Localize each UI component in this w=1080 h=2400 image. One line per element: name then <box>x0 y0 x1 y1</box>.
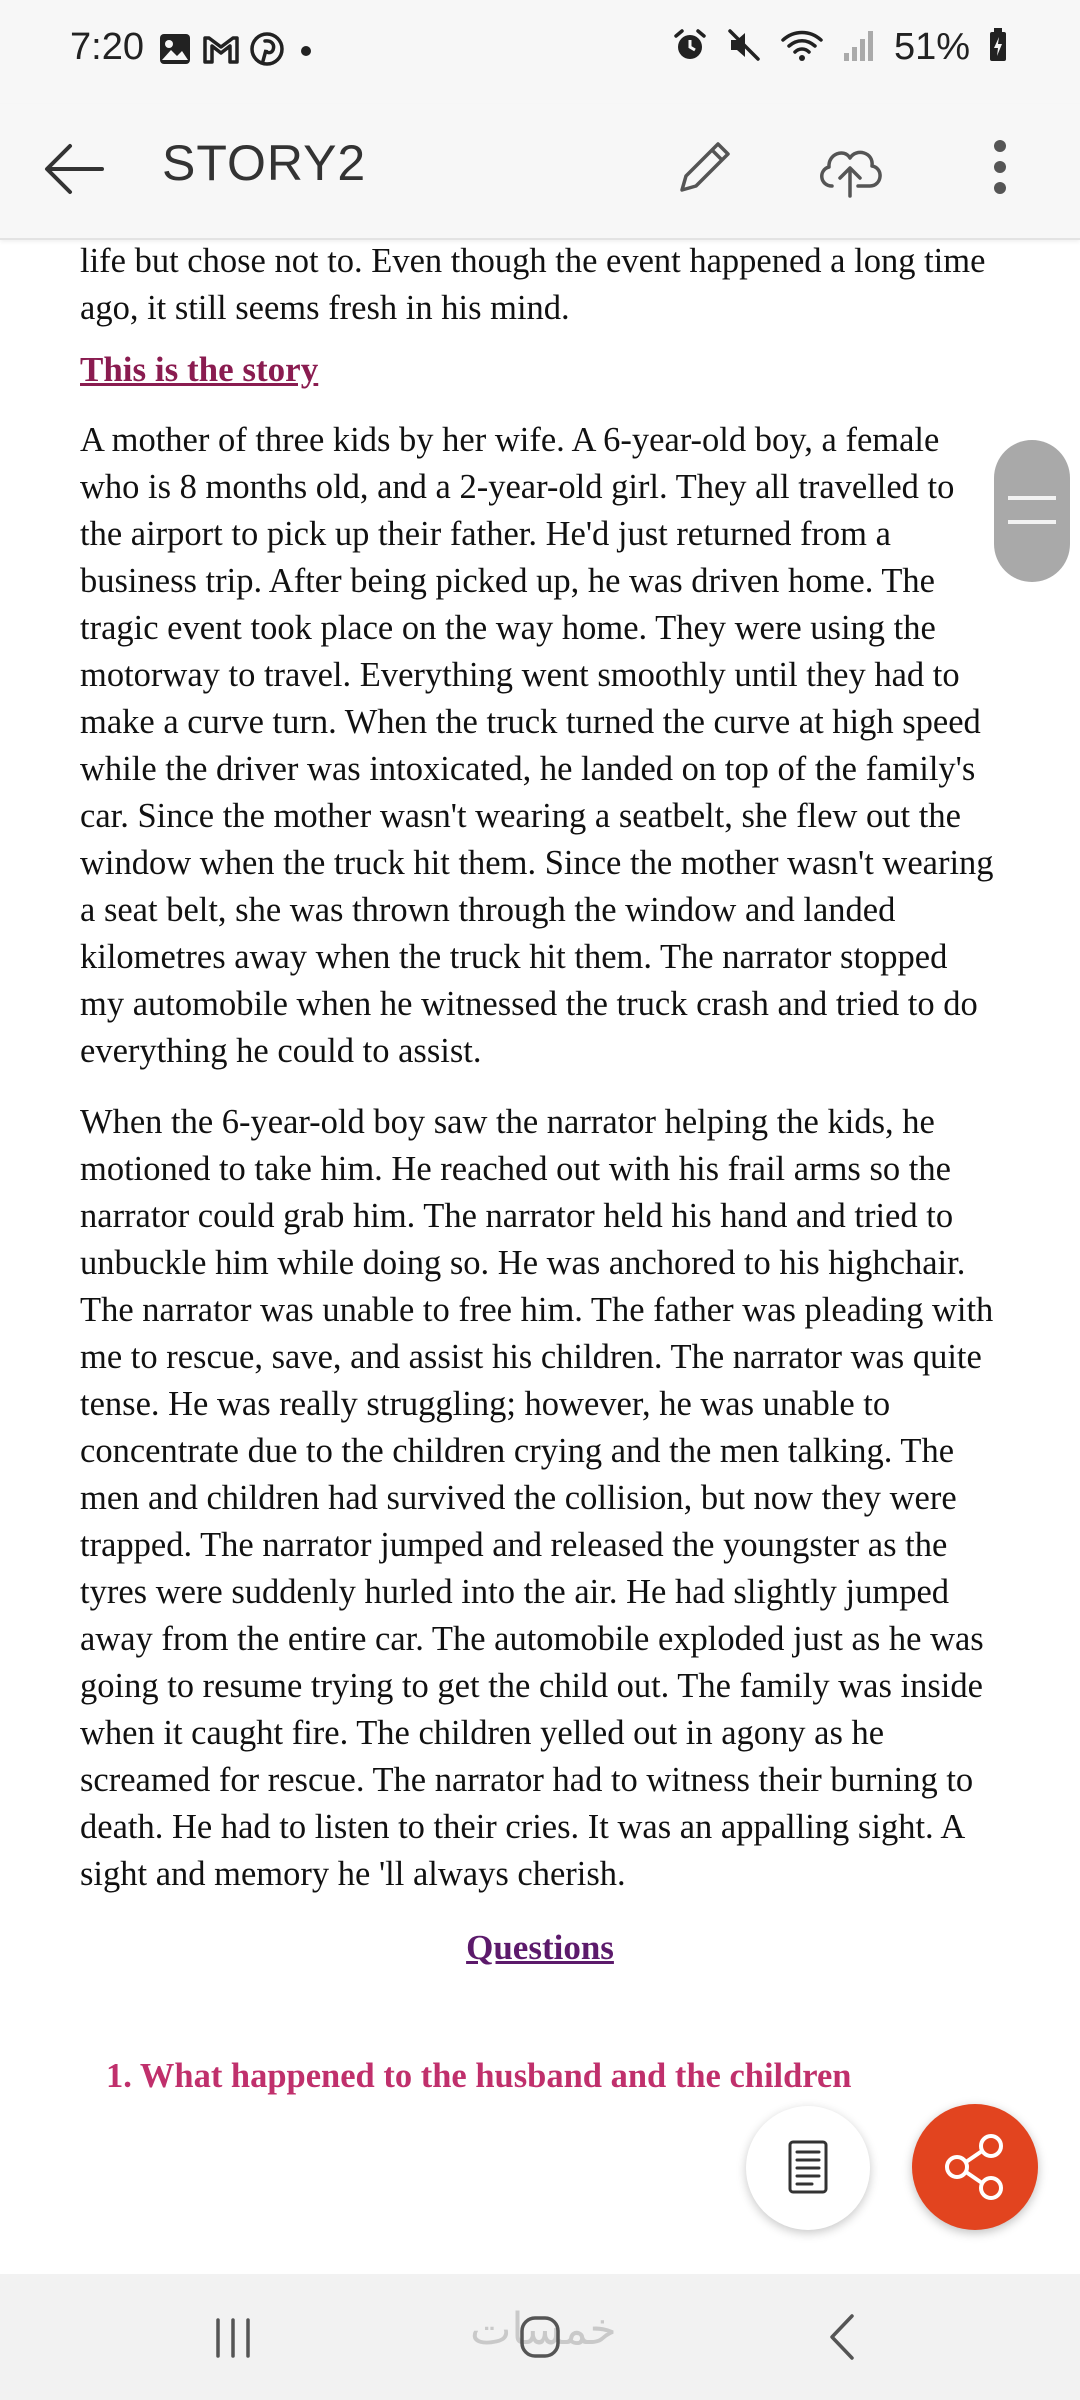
battery-icon <box>988 27 1008 68</box>
app-bar <box>0 104 1080 240</box>
watermark: خمسات <box>470 2304 617 2355</box>
pencil-icon <box>670 132 740 202</box>
navigation-bar <box>0 2274 1080 2400</box>
arrow-left-icon <box>40 134 110 204</box>
battery-percent: 51% <box>893 26 970 68</box>
question-1: 1. What happened to the husband and the children <box>106 2057 852 2095</box>
dot-icon <box>294 32 318 71</box>
upload-button[interactable] <box>812 132 888 202</box>
back-nav-button[interactable] <box>808 2302 878 2372</box>
status-right <box>672 26 1008 69</box>
more-vertical-icon <box>972 132 1028 202</box>
questions-heading: Questions <box>466 1928 614 1967</box>
document-title: STORY2 <box>162 135 367 191</box>
back-button[interactable] <box>40 134 110 204</box>
gallery-icon <box>158 32 192 71</box>
signal-icon <box>842 27 876 68</box>
chevron-left-icon <box>808 2302 878 2372</box>
home-button[interactable] <box>500 2302 580 2372</box>
reading-mode-button[interactable] <box>746 2106 870 2230</box>
recent-apps-icon <box>198 2302 268 2372</box>
cloud-upload-icon <box>812 132 888 202</box>
edit-button[interactable] <box>670 132 740 202</box>
mute-icon <box>726 27 762 68</box>
pinterest-icon <box>250 32 284 71</box>
share-icon <box>912 2104 1038 2230</box>
intro-paragraph: life but chose not to. Even though the event happened a long time ago, it still seems fresh in his mind. <box>80 242 986 327</box>
status-time: 7:20 <box>70 26 144 68</box>
notification-icons <box>158 32 318 71</box>
more-options-button[interactable] <box>972 132 1028 202</box>
handle-grip-line <box>1008 520 1056 524</box>
story-heading: This is the story <box>80 350 319 389</box>
document-reader-icon <box>746 2106 870 2230</box>
story-paragraph-1: A mother of three kids by her wife. A 6-year-old boy, a female who is 8 months old, and a 2-year-old girl. They all travelled to the airport to pick up their father. He'd just returned from a business trip. After being picked up, he was driven home. The tragic event took place on the way home. They were using the motorway to travel. Everything went smoothly until they had to make a curve turn. When the truck turned the curve at high speed while the driver was intoxicated, he landed on top of the family's car. Since the mother wasn't wearing a seatbelt, she flew out the window when the truck hit them. Since the mother wasn't wearing a seat belt, she was thrown through the window and landed kilometres away when the truck hit them. The narrator stopped my automobile when he witnessed the truck crash and tried to do everything he could to assist. <box>80 421 994 1070</box>
alarm-icon <box>672 27 708 68</box>
story-paragraph-2: When the 6-year-old boy saw the narrator helping the kids, he motioned to take him. He reached out with his frail arms so the narrator could grab him. The narrator held his hand and tried to unbuckle him while doing so. He was anchored to his highchair. The narrator was unable to free him. The father was pleading with me to rescue, save, and assist his children. The narrator was quite tense. He was really struggling; however, he was unable to concentrate due to the children crying and the men talking. The men and children had survived the collision, but now they were trapped. The narrator jumped and released the youngster as the tyres were suddenly hurled into the air. He had slightly jumped away from the entire car. The automobile exploded just as he was going to resume trying to get the child out. The family was inside when it caught fire. The children yelled out in agony as he screamed for rescue. The narrator had to witness their burning to death. He had to listen to their cries. It was an appalling sight. A sight and memory he 'll always cherish. <box>80 1103 994 1893</box>
gmail-icon <box>202 32 240 71</box>
share-button[interactable] <box>912 2104 1038 2230</box>
scroll-handle[interactable] <box>994 440 1070 582</box>
home-icon <box>500 2302 580 2372</box>
handle-grip-line <box>1008 496 1056 500</box>
document-body <box>80 238 1000 2100</box>
status-bar <box>0 0 1080 104</box>
wifi-icon <box>780 27 824 68</box>
recent-apps-button[interactable] <box>198 2302 268 2372</box>
